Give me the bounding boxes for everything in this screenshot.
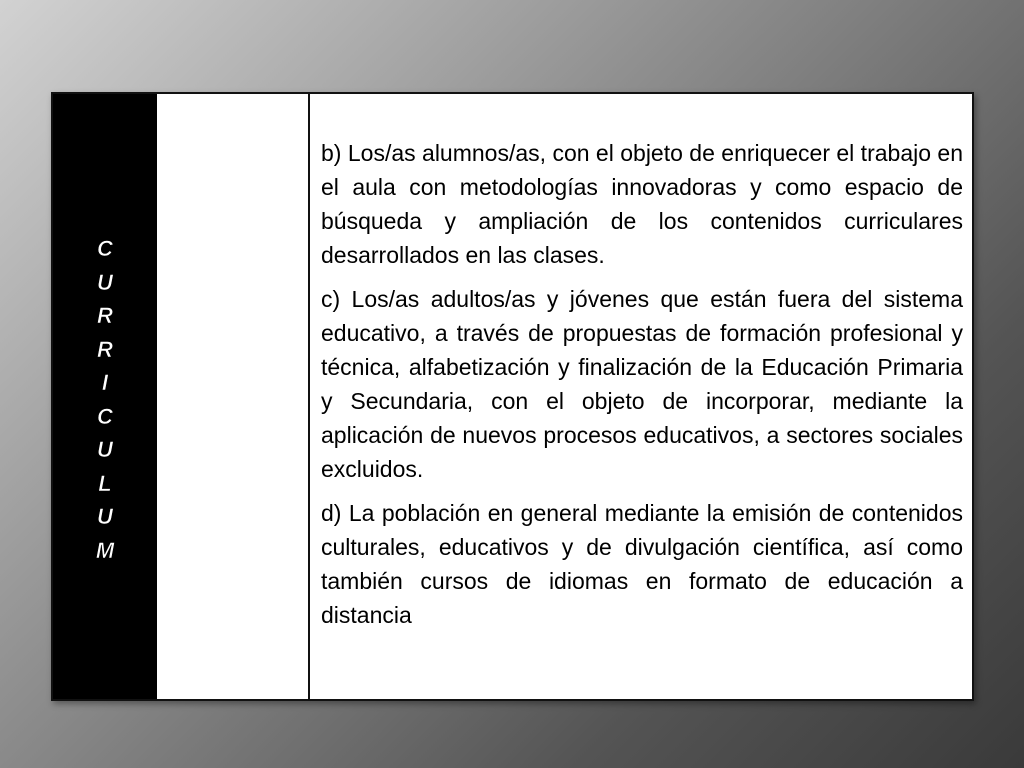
title-letter: U	[97, 269, 113, 295]
paragraph-b: b) Los/as alumnos/as, con el objeto de enriquecer el trabajo en el aula con metodologías innovadoras y como espacio de búsqueda y ampliación de los contenidos curriculares desarrollados en las clases.	[321, 140, 963, 268]
title-letter: C	[97, 236, 113, 261]
content-column	[310, 94, 972, 699]
title-letter: M	[95, 537, 115, 563]
title-letter: R	[97, 303, 113, 328]
side-column	[53, 94, 157, 699]
paragraph-d: d) La población en general mediante la emisión de contenidos culturales, educativos y de divulgación científica, así como también cursos de idiomas en formato de educación a distancia	[321, 500, 963, 628]
title-letter: C	[97, 403, 113, 429]
vertical-title-curriculum	[96, 232, 114, 567]
slide-table	[51, 92, 974, 701]
paragraph-c: c) Los/as adultos/as y jóvenes que están fuera del sistema educativo, a través de propuestas de formación profesional y técnica, alfabetización y finalización de la Educación Primaria y Secundaria, con el objeto de incorporar, mediante la aplicación de nuevos procesos educativos, a sectores sociales excluidos.	[321, 286, 963, 482]
title-letter: L	[98, 470, 112, 496]
title-letter: I	[101, 370, 109, 395]
title-letter: U	[97, 504, 113, 529]
empty-column	[157, 94, 310, 699]
title-letter: U	[97, 437, 113, 462]
title-letter: R	[97, 336, 113, 362]
